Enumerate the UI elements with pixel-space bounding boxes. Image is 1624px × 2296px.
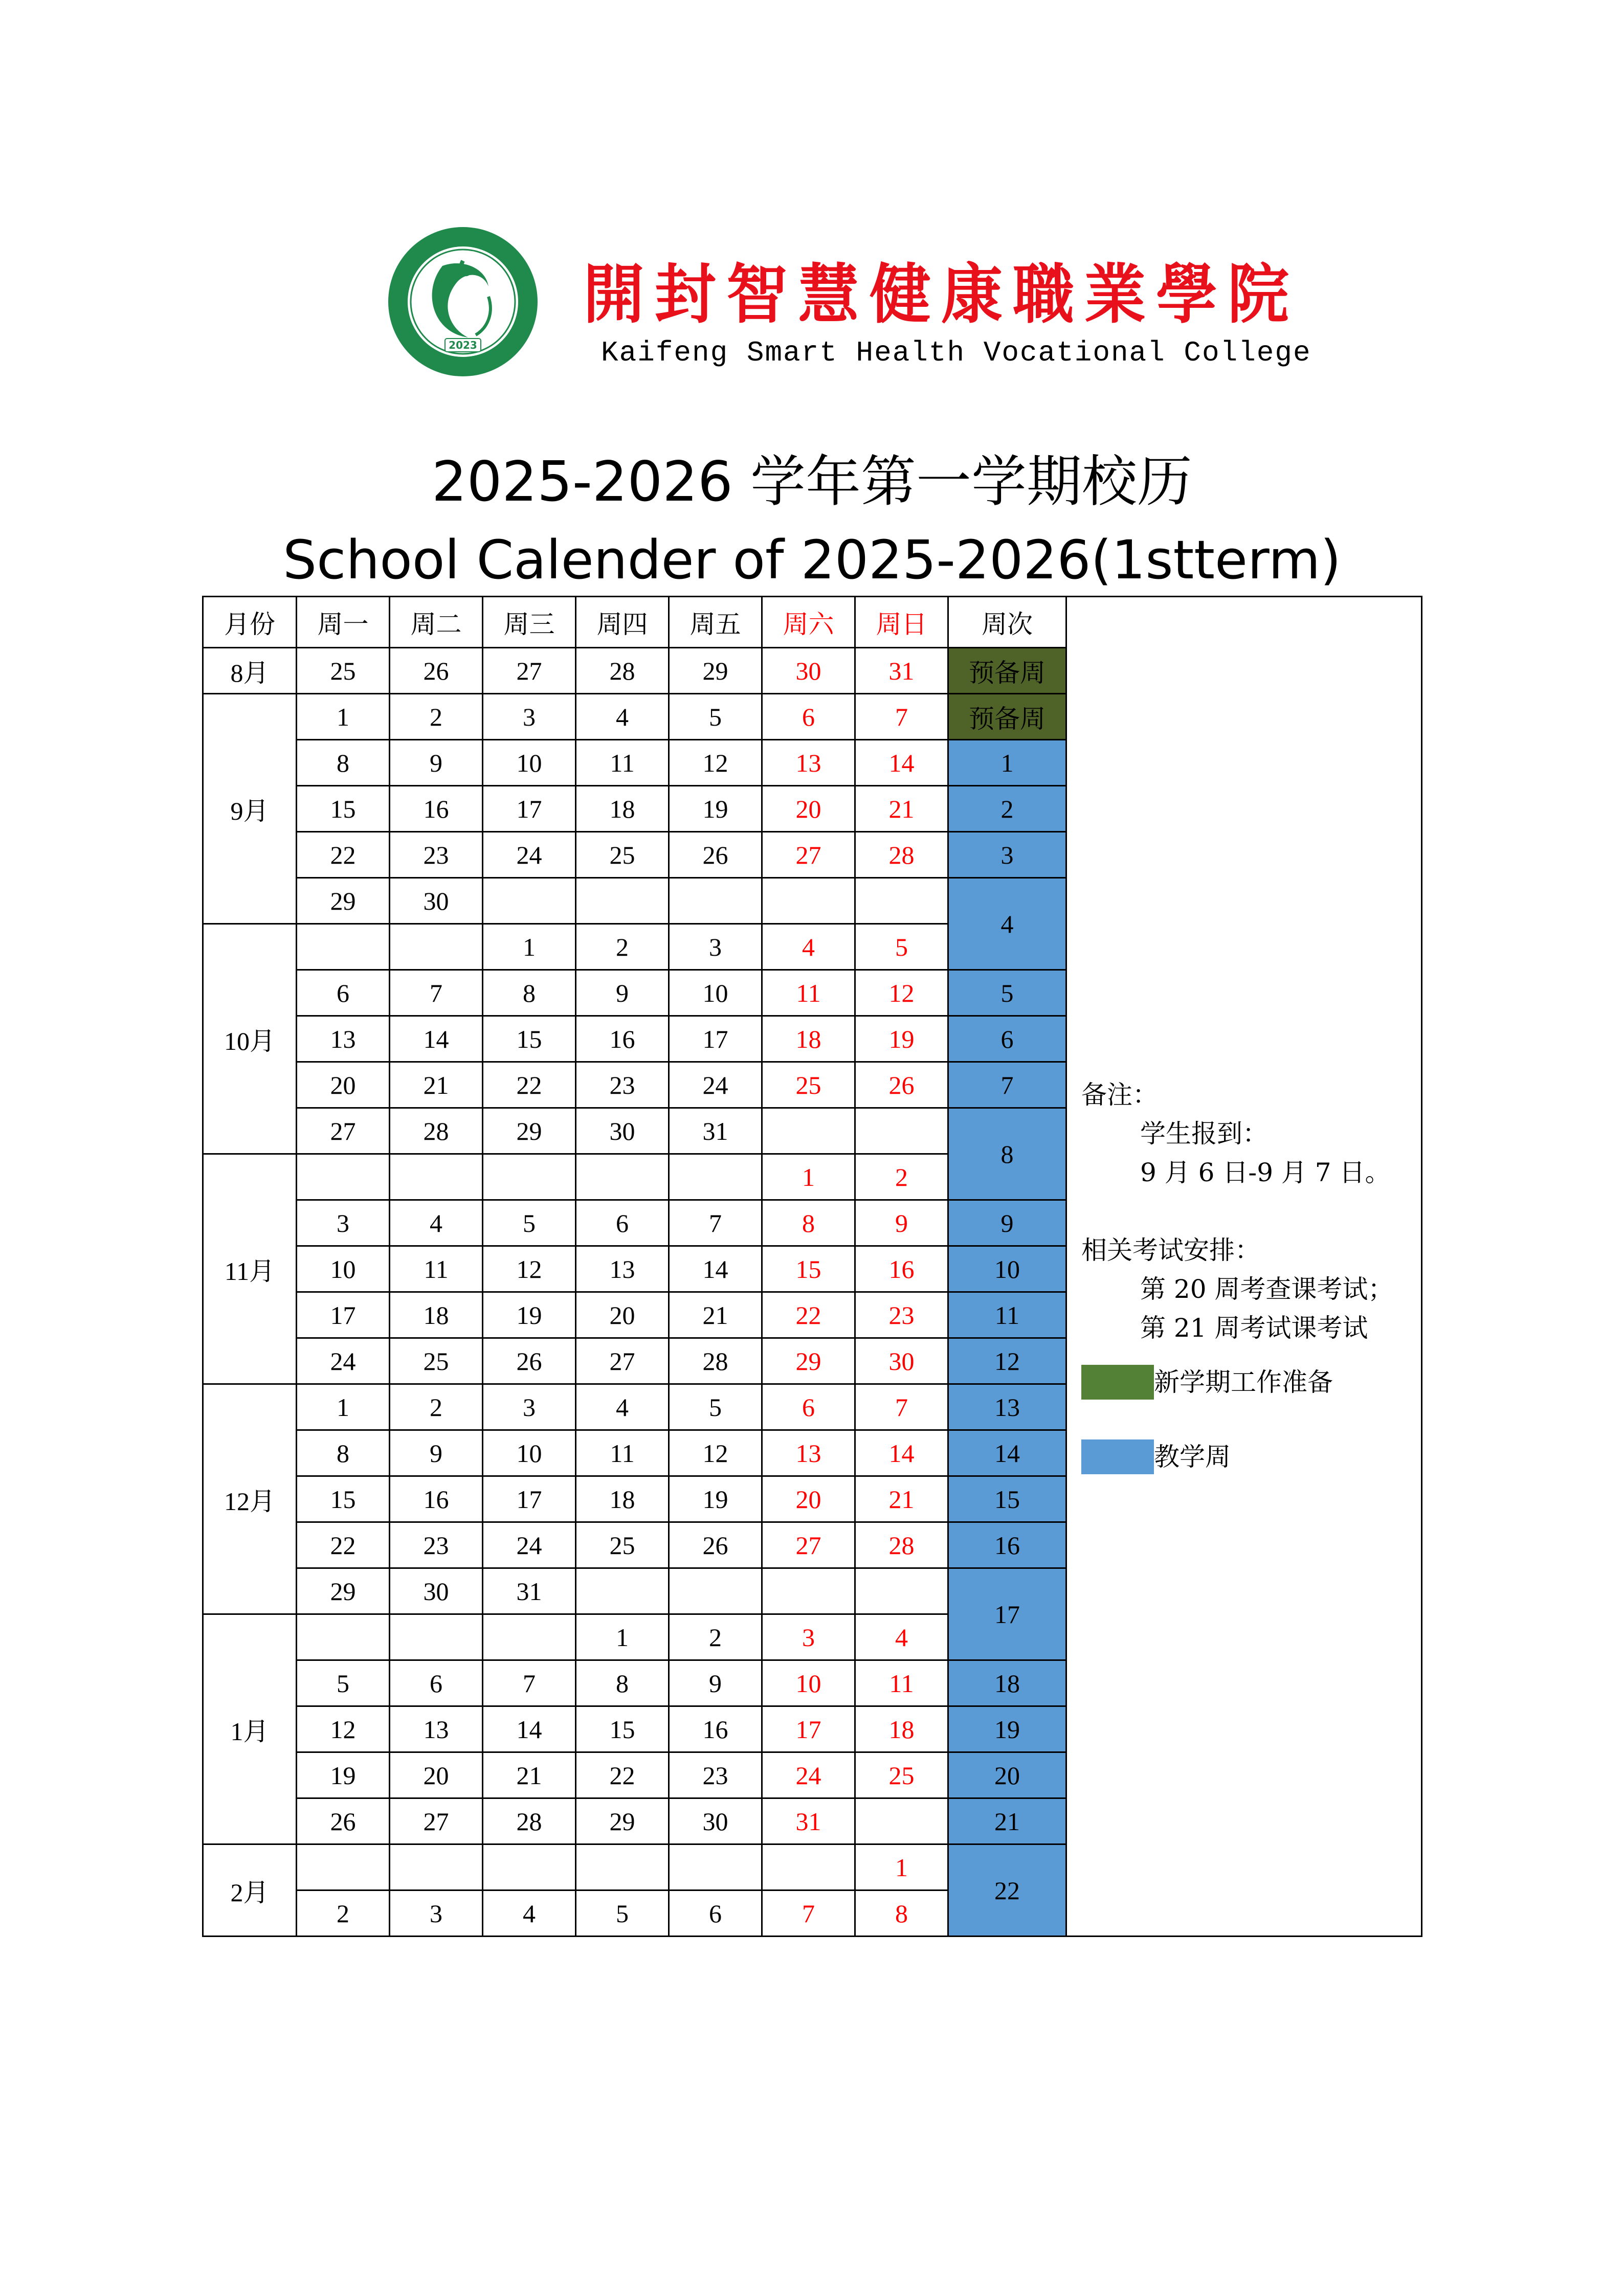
day-cell: 18 (855, 1706, 948, 1752)
legend-prep (1081, 1363, 1421, 1402)
day-cell: 9 (669, 1660, 762, 1706)
exam-line-2: 第 21 周考试课考试 (1140, 1313, 1368, 1343)
day-cell: 23 (669, 1752, 762, 1798)
day-cell: 10 (483, 1430, 576, 1476)
day-cell: 2 (576, 924, 669, 970)
day-cell: 14 (483, 1706, 576, 1752)
week-cell-prep: 预备周 (948, 694, 1066, 740)
day-cell: 8 (762, 1200, 855, 1246)
day-cell: 9 (390, 1430, 483, 1476)
day-cell: 21 (855, 786, 948, 832)
week-cell: 16 (948, 1522, 1066, 1568)
day-cell: 20 (390, 1752, 483, 1798)
day-cell: 21 (855, 1476, 948, 1522)
registration-label: 学生报到： (1140, 1119, 1268, 1149)
day-cell: 27 (483, 648, 576, 694)
day-cell: 13 (762, 740, 855, 786)
header-tue: 周二 (390, 597, 483, 648)
day-cell: 8 (483, 970, 576, 1016)
day-cell: 16 (390, 1476, 483, 1522)
week-cell: 12 (948, 1338, 1066, 1384)
day-cell: 2 (390, 1384, 483, 1430)
day-cell: 26 (483, 1338, 576, 1384)
day-cell: 3 (669, 924, 762, 970)
day-cell (762, 1844, 855, 1890)
day-cell: 27 (762, 832, 855, 878)
day-cell: 25 (390, 1338, 483, 1384)
day-cell (576, 1844, 669, 1890)
day-cell (576, 1154, 669, 1200)
day-cell: 6 (390, 1660, 483, 1706)
header-thu: 周四 (576, 597, 669, 648)
day-cell: 10 (669, 970, 762, 1016)
day-cell: 2 (390, 694, 483, 740)
day-cell: 12 (483, 1246, 576, 1292)
day-cell (390, 1614, 483, 1660)
day-cell: 28 (669, 1338, 762, 1384)
school-logo-icon (386, 225, 540, 378)
day-cell: 5 (483, 1200, 576, 1246)
day-cell: 23 (576, 1062, 669, 1108)
svg-text:2023: 2023 (449, 339, 477, 351)
day-cell: 20 (762, 1476, 855, 1522)
week-cell: 15 (948, 1476, 1066, 1522)
day-cell: 17 (297, 1292, 390, 1338)
day-cell: 21 (483, 1752, 576, 1798)
week-cell: 2 (948, 786, 1066, 832)
day-cell: 23 (390, 1522, 483, 1568)
day-cell (390, 1844, 483, 1890)
exam-line-1: 第 20 周考查课考试； (1140, 1274, 1394, 1304)
day-cell: 29 (762, 1338, 855, 1384)
day-cell (576, 878, 669, 924)
day-cell (855, 1568, 948, 1614)
day-cell: 25 (855, 1752, 948, 1798)
day-cell: 11 (576, 740, 669, 786)
day-cell: 2 (297, 1890, 390, 1937)
day-cell: 14 (669, 1246, 762, 1292)
day-cell: 3 (297, 1200, 390, 1246)
week-cell: 9 (948, 1200, 1066, 1246)
day-cell: 10 (297, 1246, 390, 1292)
legend-teach-label: 教学周 (1154, 1442, 1231, 1472)
day-cell: 20 (762, 786, 855, 832)
day-cell: 8 (576, 1660, 669, 1706)
legend-prep-label: 新学期工作准备 (1154, 1367, 1333, 1397)
day-cell: 28 (855, 832, 948, 878)
header-fri: 周五 (669, 597, 762, 648)
day-cell: 25 (576, 832, 669, 878)
day-cell: 11 (390, 1246, 483, 1292)
day-cell: 27 (762, 1522, 855, 1568)
month-cell: 12月 (203, 1384, 297, 1614)
day-cell: 6 (669, 1890, 762, 1937)
week-cell: 11 (948, 1292, 1066, 1338)
day-cell: 15 (297, 786, 390, 832)
day-cell: 16 (576, 1016, 669, 1062)
day-cell: 19 (855, 1016, 948, 1062)
day-cell (669, 1844, 762, 1890)
day-cell: 9 (390, 740, 483, 786)
day-cell: 19 (669, 786, 762, 832)
school-calendar-table (202, 596, 1422, 1937)
header-mon: 周一 (297, 597, 390, 648)
day-cell: 30 (762, 648, 855, 694)
day-cell: 24 (669, 1062, 762, 1108)
week-cell: 8 (948, 1108, 1066, 1200)
month-cell: 2月 (203, 1844, 297, 1937)
day-cell: 7 (390, 970, 483, 1016)
day-cell: 18 (576, 1476, 669, 1522)
day-cell: 25 (762, 1062, 855, 1108)
school-name-en: Kaifeng Smart Health Vocational College (601, 336, 1311, 369)
day-cell: 28 (855, 1522, 948, 1568)
header-month: 月份 (203, 597, 297, 648)
day-cell: 13 (390, 1706, 483, 1752)
day-cell: 18 (762, 1016, 855, 1062)
day-cell: 22 (297, 832, 390, 878)
day-cell: 29 (297, 878, 390, 924)
day-cell: 27 (576, 1338, 669, 1384)
day-cell: 24 (297, 1338, 390, 1384)
day-cell: 2 (669, 1614, 762, 1660)
week-cell: 7 (948, 1062, 1066, 1108)
day-cell: 29 (576, 1798, 669, 1844)
day-cell: 14 (855, 1430, 948, 1476)
day-cell: 26 (669, 832, 762, 878)
header-sat: 周六 (762, 597, 855, 648)
day-cell: 22 (297, 1522, 390, 1568)
day-cell: 26 (390, 648, 483, 694)
day-cell: 24 (762, 1752, 855, 1798)
day-cell: 13 (576, 1246, 669, 1292)
day-cell: 1 (855, 1844, 948, 1890)
day-cell: 22 (762, 1292, 855, 1338)
day-cell: 19 (669, 1476, 762, 1522)
week-cell: 4 (948, 878, 1066, 970)
day-cell: 7 (762, 1890, 855, 1937)
header-wed: 周三 (483, 597, 576, 648)
day-cell: 14 (390, 1016, 483, 1062)
day-cell: 7 (855, 694, 948, 740)
day-cell (762, 1108, 855, 1154)
day-cell (855, 1798, 948, 1844)
day-cell: 15 (762, 1246, 855, 1292)
day-cell: 3 (483, 1384, 576, 1430)
day-cell (297, 1154, 390, 1200)
day-cell (483, 1614, 576, 1660)
day-cell: 1 (483, 924, 576, 970)
day-cell: 5 (576, 1890, 669, 1937)
week-cell: 17 (948, 1568, 1066, 1660)
page-title-en: School Calender of 2025-2026(1stterm) (283, 529, 1341, 591)
day-cell: 18 (576, 786, 669, 832)
header-sun: 周日 (855, 597, 948, 648)
day-cell: 29 (483, 1108, 576, 1154)
day-cell: 18 (390, 1292, 483, 1338)
day-cell: 6 (762, 1384, 855, 1430)
day-cell: 1 (762, 1154, 855, 1200)
day-cell: 20 (576, 1292, 669, 1338)
day-cell: 30 (576, 1108, 669, 1154)
day-cell: 2 (855, 1154, 948, 1200)
day-cell: 28 (576, 648, 669, 694)
day-cell: 12 (669, 740, 762, 786)
day-cell: 31 (483, 1568, 576, 1614)
registration-dates: 9 月 6 日-9 月 7 日。 (1140, 1158, 1391, 1187)
day-cell: 4 (483, 1890, 576, 1937)
day-cell: 5 (669, 694, 762, 740)
day-cell: 25 (297, 648, 390, 694)
day-cell: 23 (855, 1292, 948, 1338)
day-cell: 24 (483, 1522, 576, 1568)
day-cell: 11 (576, 1430, 669, 1476)
day-cell: 7 (669, 1200, 762, 1246)
day-cell (483, 1844, 576, 1890)
week-cell: 5 (948, 970, 1066, 1016)
header-week-no: 周次 (948, 597, 1066, 648)
day-cell: 15 (576, 1706, 669, 1752)
day-cell: 31 (762, 1798, 855, 1844)
week-cell-prep: 预备周 (948, 648, 1066, 694)
day-cell (855, 878, 948, 924)
day-cell: 12 (297, 1706, 390, 1752)
notes-panel (1066, 597, 1422, 1937)
day-cell: 13 (297, 1016, 390, 1062)
day-cell (762, 878, 855, 924)
day-cell (483, 878, 576, 924)
week-cell: 21 (948, 1798, 1066, 1844)
day-cell: 22 (483, 1062, 576, 1108)
day-cell: 12 (669, 1430, 762, 1476)
day-cell: 31 (669, 1108, 762, 1154)
day-cell: 11 (762, 970, 855, 1016)
day-cell: 8 (855, 1890, 948, 1937)
legend-prep-swatch-icon (1081, 1365, 1154, 1400)
day-cell: 16 (669, 1706, 762, 1752)
day-cell (855, 1108, 948, 1154)
day-cell: 30 (390, 878, 483, 924)
day-cell: 19 (483, 1292, 576, 1338)
page-title-cn: 2025-2026 学年第一学期校历 (431, 450, 1192, 514)
week-cell: 10 (948, 1246, 1066, 1292)
day-cell: 5 (669, 1384, 762, 1430)
day-cell: 3 (762, 1614, 855, 1660)
week-cell: 3 (948, 832, 1066, 878)
day-cell: 10 (483, 740, 576, 786)
notes-heading: 备注： (1081, 1080, 1158, 1110)
week-cell: 19 (948, 1706, 1066, 1752)
day-cell: 5 (855, 924, 948, 970)
day-cell: 13 (762, 1430, 855, 1476)
day-cell: 22 (576, 1752, 669, 1798)
week-cell: 1 (948, 740, 1066, 786)
day-cell: 30 (855, 1338, 948, 1384)
day-cell: 27 (390, 1798, 483, 1844)
day-cell: 4 (762, 924, 855, 970)
day-cell: 17 (669, 1016, 762, 1062)
day-cell: 1 (576, 1614, 669, 1660)
day-cell: 14 (855, 740, 948, 786)
exam-heading: 相关考试安排： (1081, 1235, 1260, 1265)
day-cell (576, 1568, 669, 1614)
day-cell (390, 1154, 483, 1200)
week-cell: 14 (948, 1430, 1066, 1476)
day-cell: 4 (390, 1200, 483, 1246)
day-cell: 28 (483, 1798, 576, 1844)
day-cell: 26 (669, 1522, 762, 1568)
day-cell: 5 (297, 1660, 390, 1706)
day-cell: 1 (297, 1384, 390, 1430)
week-cell: 18 (948, 1660, 1066, 1706)
day-cell: 17 (483, 786, 576, 832)
day-cell: 4 (576, 1384, 669, 1430)
day-cell: 26 (297, 1798, 390, 1844)
day-cell: 6 (297, 970, 390, 1016)
day-cell: 9 (855, 1200, 948, 1246)
day-cell (297, 924, 390, 970)
day-cell: 27 (297, 1108, 390, 1154)
day-cell: 1 (297, 694, 390, 740)
day-cell: 8 (297, 1430, 390, 1476)
day-cell: 26 (855, 1062, 948, 1108)
day-cell: 30 (390, 1568, 483, 1614)
day-cell (390, 924, 483, 970)
day-cell: 21 (390, 1062, 483, 1108)
day-cell (669, 1154, 762, 1200)
day-cell (297, 1844, 390, 1890)
day-cell (669, 1568, 762, 1614)
day-cell: 17 (762, 1706, 855, 1752)
month-cell: 11月 (203, 1154, 297, 1384)
day-cell: 16 (855, 1246, 948, 1292)
day-cell: 9 (576, 970, 669, 1016)
day-cell: 23 (390, 832, 483, 878)
school-name-cn: 開封智慧健康職業學院 (583, 256, 1299, 332)
day-cell: 25 (576, 1522, 669, 1568)
day-cell: 3 (483, 694, 576, 740)
day-cell: 19 (297, 1752, 390, 1798)
day-cell: 3 (390, 1890, 483, 1937)
day-cell: 30 (669, 1798, 762, 1844)
day-cell: 4 (855, 1614, 948, 1660)
day-cell: 29 (669, 648, 762, 694)
day-cell: 20 (297, 1062, 390, 1108)
day-cell (762, 1568, 855, 1614)
day-cell: 21 (669, 1292, 762, 1338)
day-cell: 16 (390, 786, 483, 832)
day-cell: 7 (483, 1660, 576, 1706)
month-cell: 8月 (203, 648, 297, 694)
day-cell: 15 (483, 1016, 576, 1062)
day-cell: 17 (483, 1476, 576, 1522)
day-cell: 4 (576, 694, 669, 740)
week-cell: 13 (948, 1384, 1066, 1430)
day-cell: 12 (855, 970, 948, 1016)
day-cell (297, 1614, 390, 1660)
legend-teach (1081, 1437, 1421, 1476)
day-cell: 31 (855, 648, 948, 694)
day-cell: 6 (762, 694, 855, 740)
day-cell: 24 (483, 832, 576, 878)
week-cell: 20 (948, 1752, 1066, 1798)
day-cell (483, 1154, 576, 1200)
legend-teach-swatch-icon (1081, 1439, 1154, 1474)
day-cell: 15 (297, 1476, 390, 1522)
day-cell: 29 (297, 1568, 390, 1614)
table-header-row (203, 597, 1422, 648)
month-cell: 1月 (203, 1614, 297, 1844)
day-cell: 10 (762, 1660, 855, 1706)
day-cell: 11 (855, 1660, 948, 1706)
day-cell: 8 (297, 740, 390, 786)
day-cell: 6 (576, 1200, 669, 1246)
day-cell (669, 878, 762, 924)
month-cell: 10月 (203, 924, 297, 1154)
school-header (386, 225, 1311, 378)
month-cell: 9月 (203, 694, 297, 924)
day-cell: 7 (855, 1384, 948, 1430)
week-cell: 22 (948, 1844, 1066, 1937)
week-cell: 6 (948, 1016, 1066, 1062)
day-cell: 28 (390, 1108, 483, 1154)
